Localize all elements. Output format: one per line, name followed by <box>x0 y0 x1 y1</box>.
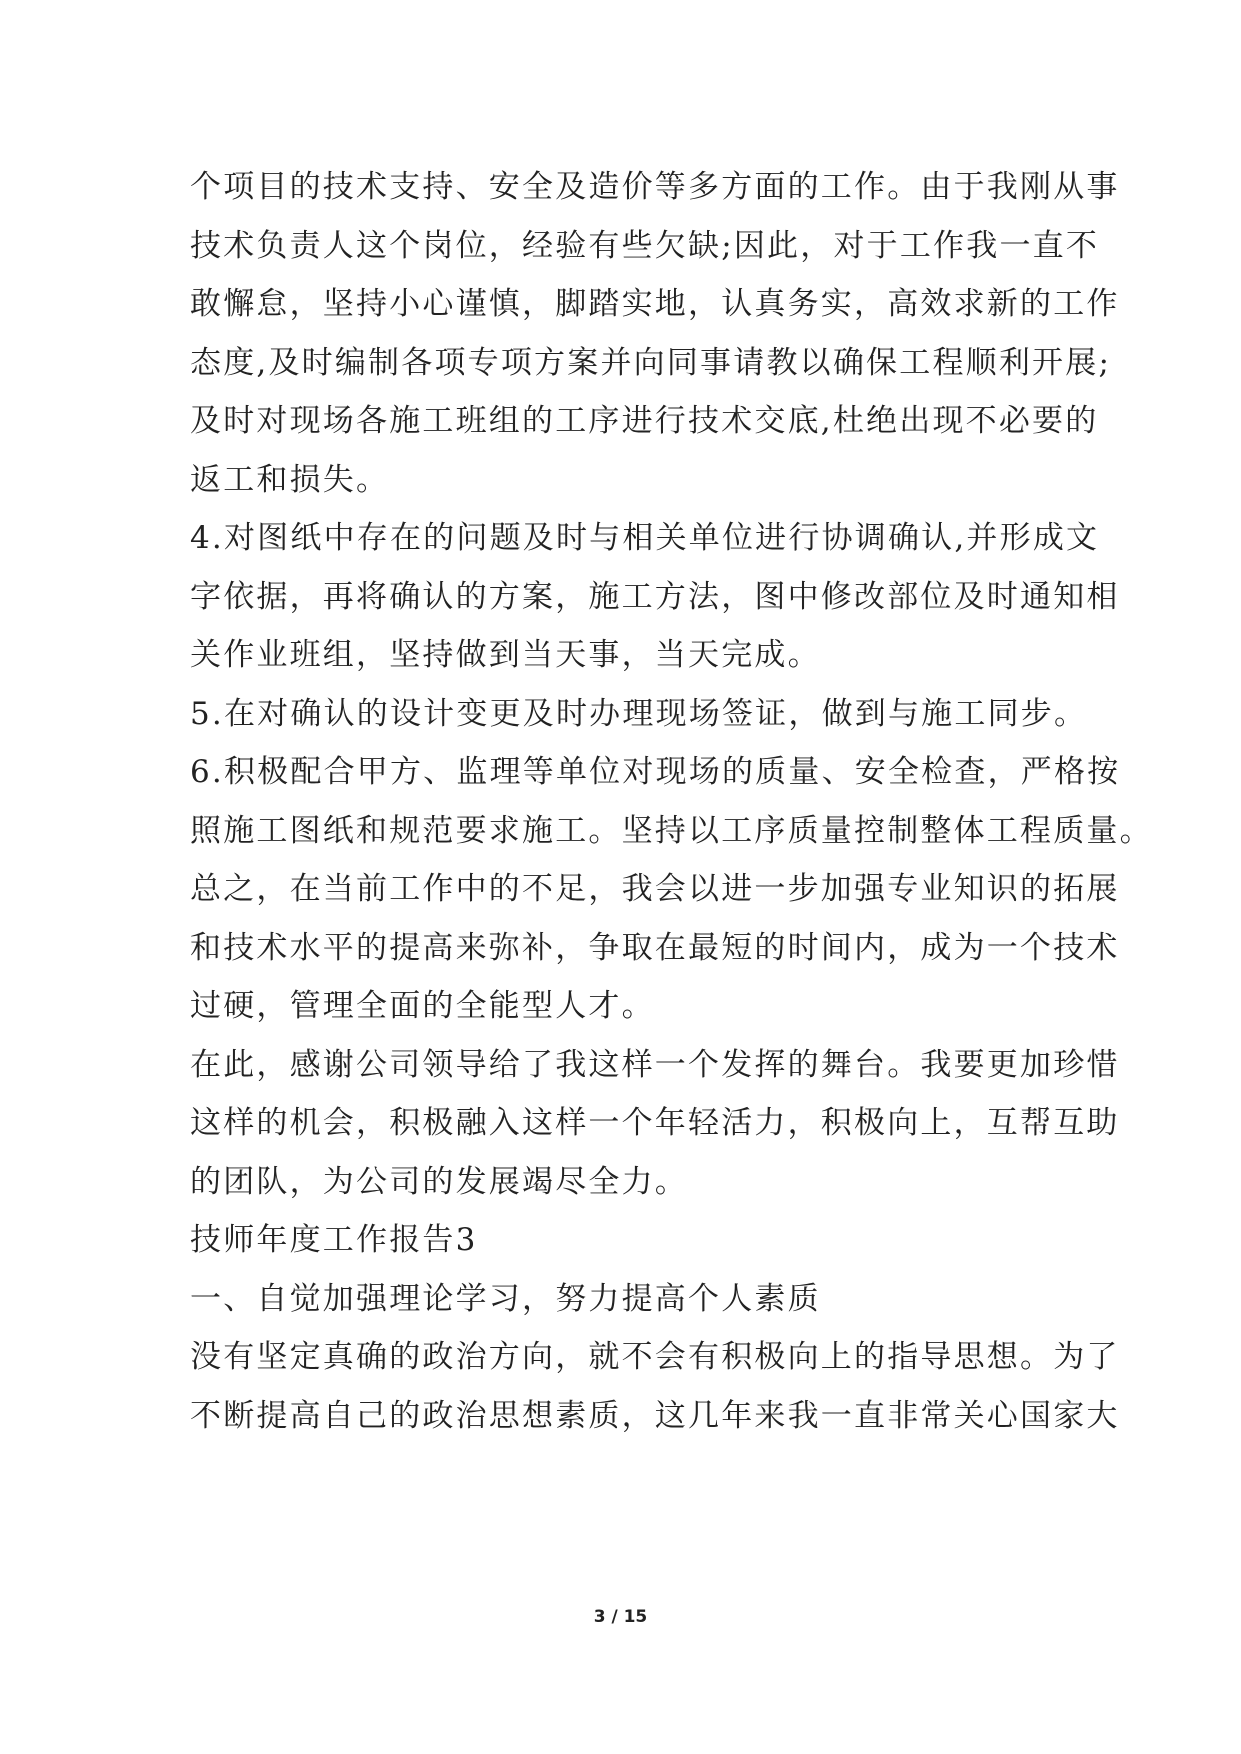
text-line: 态度,及时编制各项专项方案并向同事请教以确保工程顺利开展; <box>190 344 1112 381</box>
text-line: 不断提高自己的政治思想素质，这几年来我一直非常关心国家大 <box>190 1397 1120 1434</box>
text-line: 过硬，管理全面的全能型人才。 <box>190 988 655 1024</box>
text-line: 及时对现场各施工班组的工序进行技术交底,杜绝出现不必要的 <box>190 403 1099 439</box>
text-line: 和技术水平的提高来弥补，争取在最短的时间内，成为一个技术 <box>190 929 1120 966</box>
text-line: 没有坚定真确的政治方向，就不会有积极向上的指导思想。为了 <box>190 1339 1120 1375</box>
text-line: 总之，在当前工作中的不足，我会以进一步加强专业知识的拓展 <box>190 871 1120 907</box>
list-item-6: 6.积极配合甲方、监理等单位对现场的质量、安全检查，严格按 <box>190 754 1121 790</box>
section-title: 技师年度工作报告3 <box>190 1222 478 1258</box>
page-number: 3 / 15 <box>593 1607 648 1627</box>
text-line: 在此，感谢公司领导给了我这样一个发挥的舞台。我要更加珍惜 <box>190 1046 1120 1083</box>
list-item-5: 5.在对确认的设计变更及时办理现场签证，做到与施工同步。 <box>190 695 1088 732</box>
text-line: 技术负责人这个岗位，经验有些欠缺;因此，对于工作我一直不 <box>190 227 1100 264</box>
text-line: 个项目的技术支持、安全及造价等多方面的工作。由于我刚从事 <box>190 169 1120 205</box>
text-line: 字依据，再将确认的方案，施工方法，图中修改部位及时通知相 <box>190 578 1120 615</box>
text-line: 返工和损失。 <box>190 461 390 498</box>
text-line: 这样的机会，积极融入这样一个年轻活力，积极向上，互帮互助 <box>190 1105 1120 1141</box>
page-body <box>190 158 1153 1445</box>
text-line: 关作业班组，坚持做到当天事，当天完成。 <box>190 637 821 673</box>
list-item-4: 4.对图纸中存在的问题及时与相关单位进行协调确认,并形成文 <box>190 520 1100 556</box>
text-line: 照施工图纸和规范要求施工。坚持以工序质量控制整体工程质量。 <box>190 812 1153 849</box>
text-line: 的团队，为公司的发展竭尽全力。 <box>190 1163 688 1200</box>
section-heading: 一、自觉加强理论学习，努力提高个人素质 <box>190 1280 821 1317</box>
text-line: 敢懈怠，坚持小心谨慎，脚踏实地，认真务实，高效求新的工作 <box>190 286 1120 322</box>
